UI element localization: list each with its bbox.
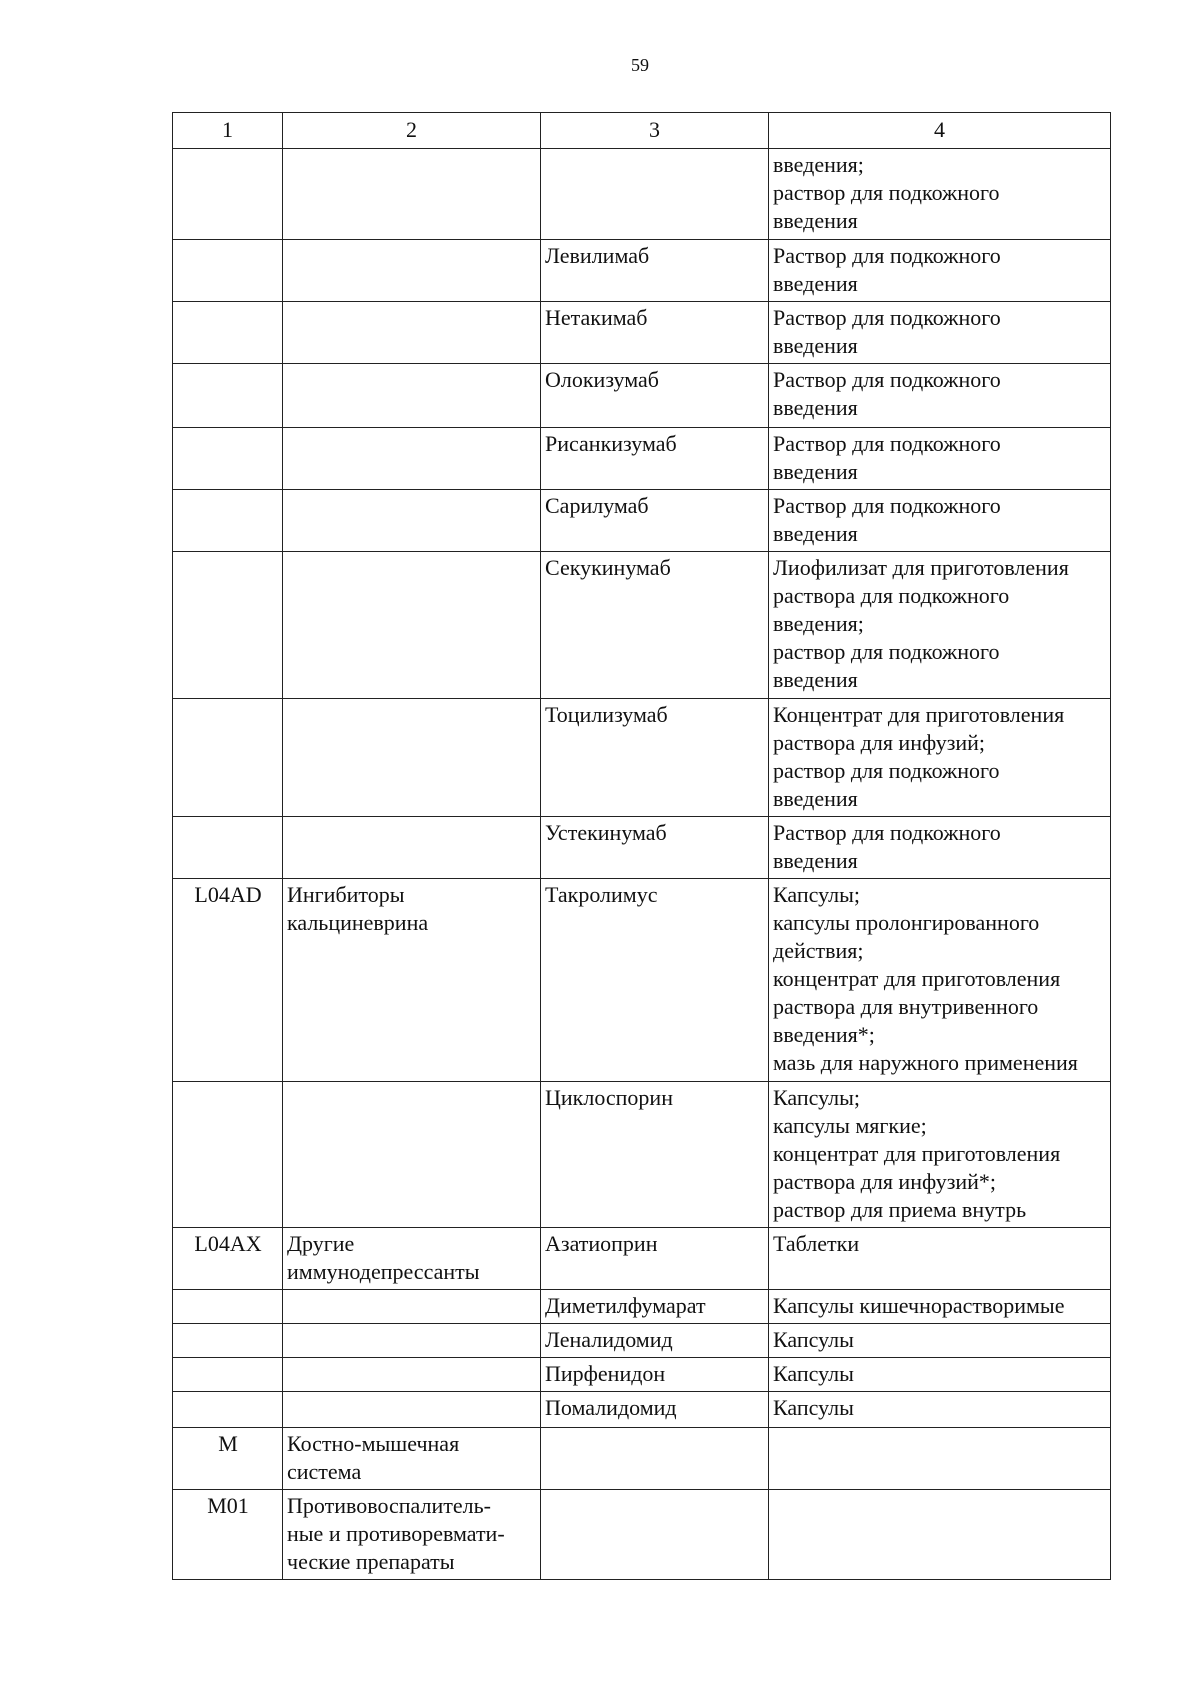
table-row [173, 879, 1111, 1082]
group-name-cell [283, 1358, 541, 1392]
group-name-cell [283, 302, 541, 364]
atc-code-cell [173, 1324, 283, 1358]
dosage-form-cell: Таблетки [769, 1228, 1111, 1290]
table-row [173, 1428, 1111, 1490]
group-name-cell [283, 364, 541, 428]
dosage-form-cell: Капсулы; капсулы пролонгированного действия; концентрат для приготовления раствора для внутривенного введения*; мазь для наружного применения [769, 879, 1111, 1082]
atc-code-cell [173, 817, 283, 879]
atc-code-cell [173, 240, 283, 302]
drug-name-cell: Пирфенидон [541, 1358, 769, 1392]
column-header-1: 1 [173, 113, 283, 149]
drug-name-cell [541, 149, 769, 240]
atc-code-cell [173, 699, 283, 817]
drug-name-cell: Сарилумаб [541, 490, 769, 552]
drug-name-cell: Устекинумаб [541, 817, 769, 879]
dosage-form-cell: Раствор для подкожного введения [769, 302, 1111, 364]
table-row [173, 240, 1111, 302]
atc-code-cell [173, 1358, 283, 1392]
atc-code-cell [173, 364, 283, 428]
drug-name-cell: Левилимаб [541, 240, 769, 302]
group-name-cell: Ингибиторы кальциневрина [283, 879, 541, 1082]
table-row [173, 149, 1111, 240]
table-row [173, 364, 1111, 428]
atc-code-cell [173, 428, 283, 490]
group-name-cell [283, 552, 541, 699]
atc-code-cell: M [173, 1428, 283, 1490]
group-name-cell: Другие иммунодепрессанты [283, 1228, 541, 1290]
atc-code-cell [173, 552, 283, 699]
group-name-cell [283, 490, 541, 552]
drug-name-cell: Помалидомид [541, 1392, 769, 1428]
table-row [173, 302, 1111, 364]
atc-code-cell [173, 1392, 283, 1428]
group-name-cell [283, 1082, 541, 1228]
group-name-cell: Костно-мышечная система [283, 1428, 541, 1490]
table-row [173, 817, 1111, 879]
atc-code-cell [173, 302, 283, 364]
drug-name-cell: Леналидомид [541, 1324, 769, 1358]
table-row [173, 490, 1111, 552]
group-name-cell: Противовоспалитель- ные и противоревмати- ческие препараты [283, 1490, 541, 1580]
group-name-cell [283, 428, 541, 490]
table-row [173, 1324, 1111, 1358]
drug-name-cell: Секукинумаб [541, 552, 769, 699]
group-name-cell [283, 1392, 541, 1428]
dosage-form-cell [769, 1428, 1111, 1490]
group-name-cell [283, 1324, 541, 1358]
dosage-form-cell: введения; раствор для подкожного введения [769, 149, 1111, 240]
table-row [173, 552, 1111, 699]
column-header-3: 3 [541, 113, 769, 149]
dosage-form-cell: Капсулы [769, 1324, 1111, 1358]
drug-name-cell [541, 1490, 769, 1580]
drug-table [172, 112, 1111, 1580]
group-name-cell [283, 699, 541, 817]
drug-name-cell: Диметилфумарат [541, 1290, 769, 1324]
dosage-form-cell: Капсулы [769, 1392, 1111, 1428]
atc-code-cell [173, 1290, 283, 1324]
atc-code-cell: L04AD [173, 879, 283, 1082]
drug-name-cell: Тоцилизумаб [541, 699, 769, 817]
drug-name-cell: Олокизумаб [541, 364, 769, 428]
drug-name-cell: Рисанкизумаб [541, 428, 769, 490]
dosage-form-cell: Раствор для подкожного введения [769, 364, 1111, 428]
table-row [173, 1228, 1111, 1290]
drug-name-cell: Циклоспорин [541, 1082, 769, 1228]
table-row [173, 699, 1111, 817]
dosage-form-cell: Капсулы [769, 1358, 1111, 1392]
group-name-cell [283, 817, 541, 879]
dosage-form-cell: Раствор для подкожного введения [769, 490, 1111, 552]
table-row [173, 428, 1111, 490]
column-header-4: 4 [769, 113, 1111, 149]
atc-code-cell [173, 1082, 283, 1228]
group-name-cell [283, 149, 541, 240]
drug-name-cell: Азатиоприн [541, 1228, 769, 1290]
table-header-row [173, 113, 1111, 149]
table-row [173, 1490, 1111, 1580]
table-row [173, 1358, 1111, 1392]
dosage-form-cell: Капсулы; капсулы мягкие; концентрат для приготовления раствора для инфузий*; раствор для приема внутрь [769, 1082, 1111, 1228]
drug-name-cell: Нетакимаб [541, 302, 769, 364]
page-number: 59 [631, 55, 649, 75]
table-row [173, 1290, 1111, 1324]
table-row [173, 1082, 1111, 1228]
drug-name-cell: Такролимус [541, 879, 769, 1082]
atc-code-cell [173, 149, 283, 240]
drug-name-cell [541, 1428, 769, 1490]
column-header-2: 2 [283, 113, 541, 149]
table-row [173, 1392, 1111, 1428]
atc-code-cell [173, 490, 283, 552]
dosage-form-cell: Капсулы кишечнорастворимые [769, 1290, 1111, 1324]
group-name-cell [283, 240, 541, 302]
dosage-form-cell: Концентрат для приготовления раствора для инфузий; раствор для подкожного введения [769, 699, 1111, 817]
dosage-form-cell: Раствор для подкожного введения [769, 817, 1111, 879]
dosage-form-cell [769, 1490, 1111, 1580]
atc-code-cell: L04AX [173, 1228, 283, 1290]
dosage-form-cell: Лиофилизат для приготовления раствора для подкожного введения; раствор для подкожного введения [769, 552, 1111, 699]
atc-code-cell: M01 [173, 1490, 283, 1580]
dosage-form-cell: Раствор для подкожного введения [769, 240, 1111, 302]
group-name-cell [283, 1290, 541, 1324]
dosage-form-cell: Раствор для подкожного введения [769, 428, 1111, 490]
